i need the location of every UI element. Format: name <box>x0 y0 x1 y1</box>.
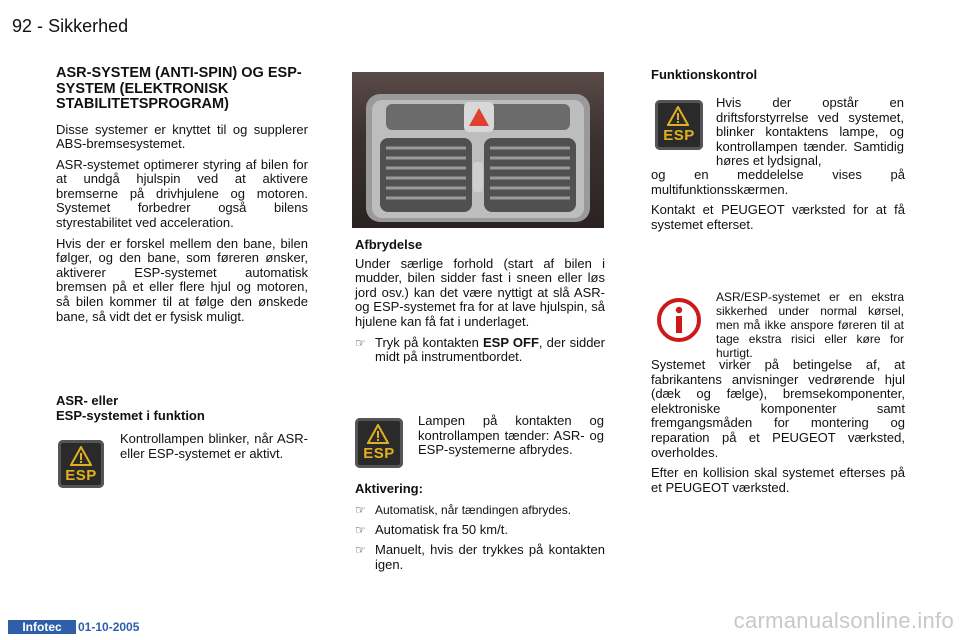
bullet-auto-speed <box>355 523 605 538</box>
fault-paragraph: Hvis der opstår en driftsforstyrrelse ved systemet, blinker kontaktens lampe, og kontrollampen tænder. Samtidig høres et lydsignal, <box>716 95 904 169</box>
function-check-heading: Funktionskontrol <box>651 67 758 82</box>
conditions-paragraph: Systemet virker på betingelse af, at fabrikantens anvisninger vedrørende hjul (dæk og fælge), bremsekomponenter, elektroniske komponenter samt fremgangsmåden for montering og reparation på et PEUGEOT værksted, overholdes. <box>651 357 905 460</box>
workshop-paragraph: Kontakt et PEUGEOT værksted for at få systemet efterset. <box>651 202 905 232</box>
in-function-text <box>120 432 308 467</box>
column-2 <box>355 238 605 371</box>
disable-heading: Afbrydelse <box>355 237 423 252</box>
esp-warning-icon <box>58 440 104 488</box>
activation-heading: Aktivering: <box>355 481 423 496</box>
esp-paragraph: Hvis der er forskel mellem den bane, bilen følger, og den bane, som føreren ønsker, aktiverer ESP-systemet automatisk bremsen på et eller flere hjul og motoren, så bilen kommer til at følge den ønskede bane, så vidt det er fysisk muligt. <box>56 235 308 324</box>
esp-label: ESP <box>65 467 97 484</box>
pointing-hand-icon: ☞ <box>355 543 366 558</box>
subheading-line1: ASR- eller <box>56 393 119 408</box>
message-paragraph: og en meddelelse vises på multifunktionsskærmen. <box>651 167 905 197</box>
infotec-logo: Infotec <box>8 620 76 634</box>
blink-paragraph: Kontrollampen blinker, når ASR- eller ESP-systemet er aktivt. <box>120 431 308 461</box>
subheading-line2: ESP-systemet i funktion <box>56 407 205 423</box>
fault-continued <box>651 168 905 238</box>
info-paragraph: ASR/ESP-systemet er en ekstra sikkerhed under normal kørsel, men må ikke anspore føreren til at tage ekstra risici eller køre for hurtigt. <box>716 290 904 360</box>
lamp-paragraph: Lampen på kontakten og kontrollampen tænder: ASR- og ESP-systemerne afbrydes. <box>418 413 604 458</box>
warning-triangle-icon <box>667 106 689 126</box>
pointing-hand-icon: ☞ <box>355 522 366 537</box>
esp-off-icon <box>355 418 403 468</box>
bullet-manual <box>355 543 605 572</box>
warning-triangle-icon <box>70 446 92 466</box>
press-text: Tryk på kontakten <box>375 334 484 350</box>
dashboard-illustration <box>352 72 604 228</box>
lamp-text <box>418 414 604 464</box>
bullet-auto-ignition <box>355 503 605 517</box>
info-icon <box>655 296 703 344</box>
section-title: Sikkerhed <box>48 16 129 36</box>
pointing-hand-icon: ☞ <box>355 502 366 517</box>
asr-paragraph: ASR-systemet optimerer styring af bilen for at undgå hjulspin ved at aktivere bremserne på drivhjulene og motoren. Systemet forbedrer også bilens styrestabilitet ved acceleration. <box>56 156 308 231</box>
esp-label: ESP <box>363 445 395 462</box>
watermark: carmanualsonline.info <box>733 608 954 633</box>
page-number: 92 <box>12 16 33 36</box>
disable-paragraph: Under særlige forhold (start af bilen i mudder, bilen sidder fast i sneen eller løs jord osv.) kan det være nyttigt at slå ASR- og ESP-systemet fra for at lave hjulspin, så hjulene kan få fat i underlaget. <box>355 255 605 329</box>
in-function-section <box>56 394 308 423</box>
esp-off-label: ESP OFF <box>483 334 539 350</box>
header-sep: - <box>37 16 44 36</box>
auto-speed-text: Automatisk fra 50 km/t. <box>375 521 508 537</box>
intro-paragraph: Disse systemer er knyttet til og supplerer ABS-bremsesystemet. <box>56 121 308 152</box>
function-check-heading-wrap <box>651 68 905 83</box>
activation-section <box>355 482 605 578</box>
dashboard-photo <box>352 72 604 228</box>
footer-date: 01-10-2005 <box>78 620 140 634</box>
collision-paragraph: Efter en kollision skal systemet efterses på et PEUGEOT værksted. <box>651 465 905 495</box>
esp-fault-icon <box>655 100 703 150</box>
pointing-hand-icon: ☞ <box>355 335 366 350</box>
location-text: , der sidder midt på instrumentbordet. <box>375 334 605 365</box>
column-1 <box>56 66 308 330</box>
main-heading: ASR-SYSTEM (ANTI-SPIN) OG ESP-SYSTEM (ELEKTRONISK STABILITETSPROGRAM) <box>56 65 302 112</box>
esp-label: ESP <box>663 127 695 144</box>
fault-text <box>716 96 904 169</box>
page-header <box>12 16 128 37</box>
bullet-press-switch <box>355 336 605 365</box>
conditions-section <box>651 358 905 501</box>
warning-triangle-icon <box>367 424 389 444</box>
auto-ignition-text: Automatisk, når tændingen afbrydes. <box>375 502 572 517</box>
info-text <box>716 290 904 360</box>
manual-text: Manuelt, hvis der trykkes på kontakten igen. <box>375 542 605 572</box>
